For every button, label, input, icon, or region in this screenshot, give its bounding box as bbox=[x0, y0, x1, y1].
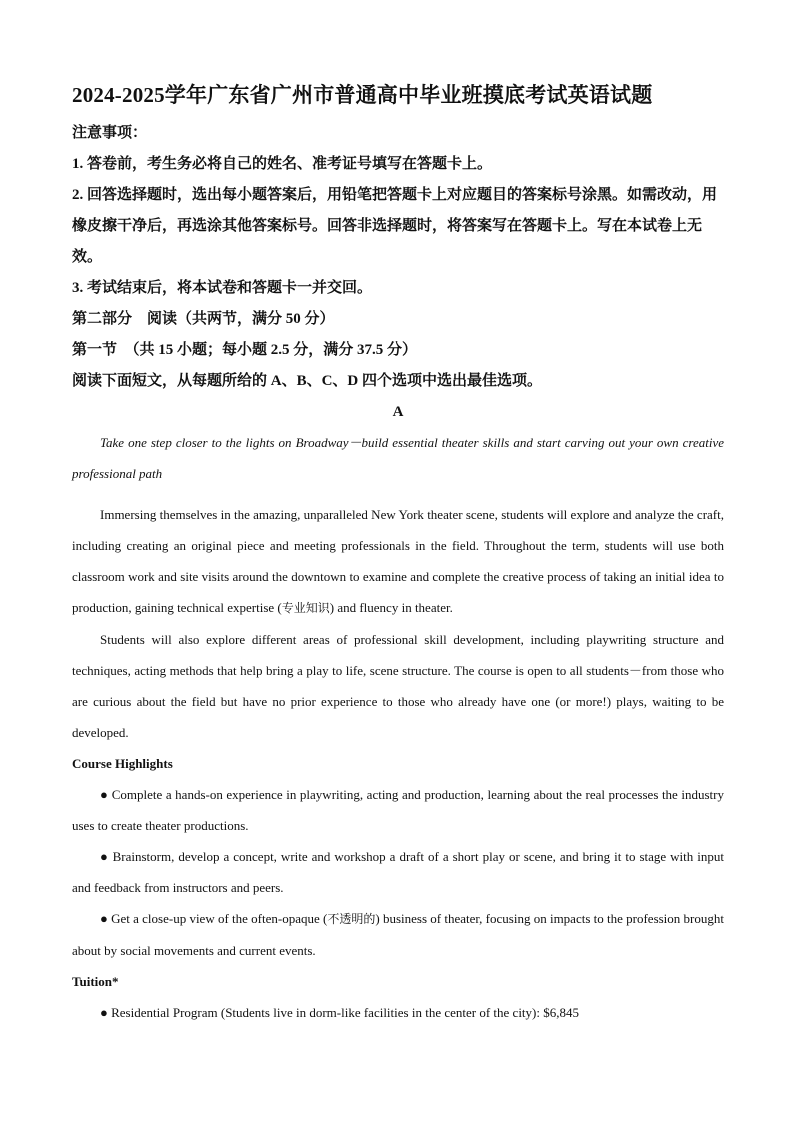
exam-title: 2024-2025学年广东省广州市普通高中毕业班摸底考试英语试题 bbox=[72, 83, 653, 107]
course-highlights-heading: Course Highlights bbox=[72, 756, 173, 771]
notice-heading: 注意事项： bbox=[72, 125, 148, 141]
section-instruction: 阅读下面短文，从每题所给的 A、B、C、D 四个选项中选出最佳选项。 bbox=[72, 373, 543, 389]
passage-subtitle: Take one step closer to the lights on Broadway－build essential theater skills and start carving out your own creative professional path bbox=[72, 435, 724, 481]
highlight-bullet-3 bbox=[72, 903, 724, 966]
paragraph-1-text-a: Immersing themselves in the amazing, unparalleled New York theater scene, students will explore and analyze the craft, including creating an original piece and meeting professionals in the field. Throughout the term, students will use both classroom work and site visits around the downtown to examine and complete the creative process of taking an initial idea to production, gaining technical expertise ( bbox=[72, 507, 724, 615]
paragraph-1-text-b: ) and fluency in theater. bbox=[329, 600, 453, 615]
gloss-opaque: 不透明的 bbox=[327, 912, 376, 926]
notice-item-3: 3. 考试结束后，将本试卷和答题卡一并交回。 bbox=[72, 280, 373, 296]
section-sub-heading: 第一节 （共 15 小题；每小题 2.5 分，满分 37.5 分） bbox=[72, 342, 418, 358]
paragraph-1 bbox=[72, 499, 724, 624]
section-part-heading: 第二部分 阅读（共两节，满分 50 分） bbox=[72, 311, 335, 327]
passage-letter: A bbox=[392, 404, 404, 420]
gloss-expertise: 专业知识 bbox=[281, 601, 330, 615]
highlight-bullet-3-text-b: ) business of theater, focusing on impacts to the profession brought about by social movements and current events. bbox=[72, 911, 724, 958]
highlight-bullet-1: ● Complete a hands-on experience in playwriting, acting and production, learning about the real processes the industry uses to create theater productions. bbox=[72, 787, 724, 833]
paragraph-2: Students will also explore different areas of professional skill development, including playwriting structure and techniques, acting methods that help bring a play to life, scene structure. The course is open to all students－from those who are curious about the field but have no prior experience to those who already have one (or more!) plays, waiting to be developed. bbox=[72, 632, 724, 740]
tuition-item-1: ● Residential Program (Students live in dorm-like facilities in the center of the city): $6,845 bbox=[100, 1005, 579, 1020]
tuition-heading: Tuition* bbox=[72, 974, 119, 989]
notice-item-2: 2. 回答选择题时，选出每小题答案后，用铅笔把答题卡上对应题目的答案标号涂黑。如需改动，用橡皮擦干净后，再选涂其他答案标号。回答非选择题时，将答案写在答题卡上。写在本试卷上无效。 bbox=[72, 187, 718, 265]
notice-item-1: 1. 答卷前，考生务必将自己的姓名、准考证号填写在答题卡上。 bbox=[72, 156, 493, 172]
highlight-bullet-3-text-a: ● Get a close-up view of the often-opaque ( bbox=[100, 911, 328, 926]
highlight-bullet-2: ● Brainstorm, develop a concept, write and workshop a draft of a short play or scene, and bring it to stage with input and feedback from instructors and peers. bbox=[72, 849, 724, 895]
exam-page bbox=[72, 78, 724, 1028]
